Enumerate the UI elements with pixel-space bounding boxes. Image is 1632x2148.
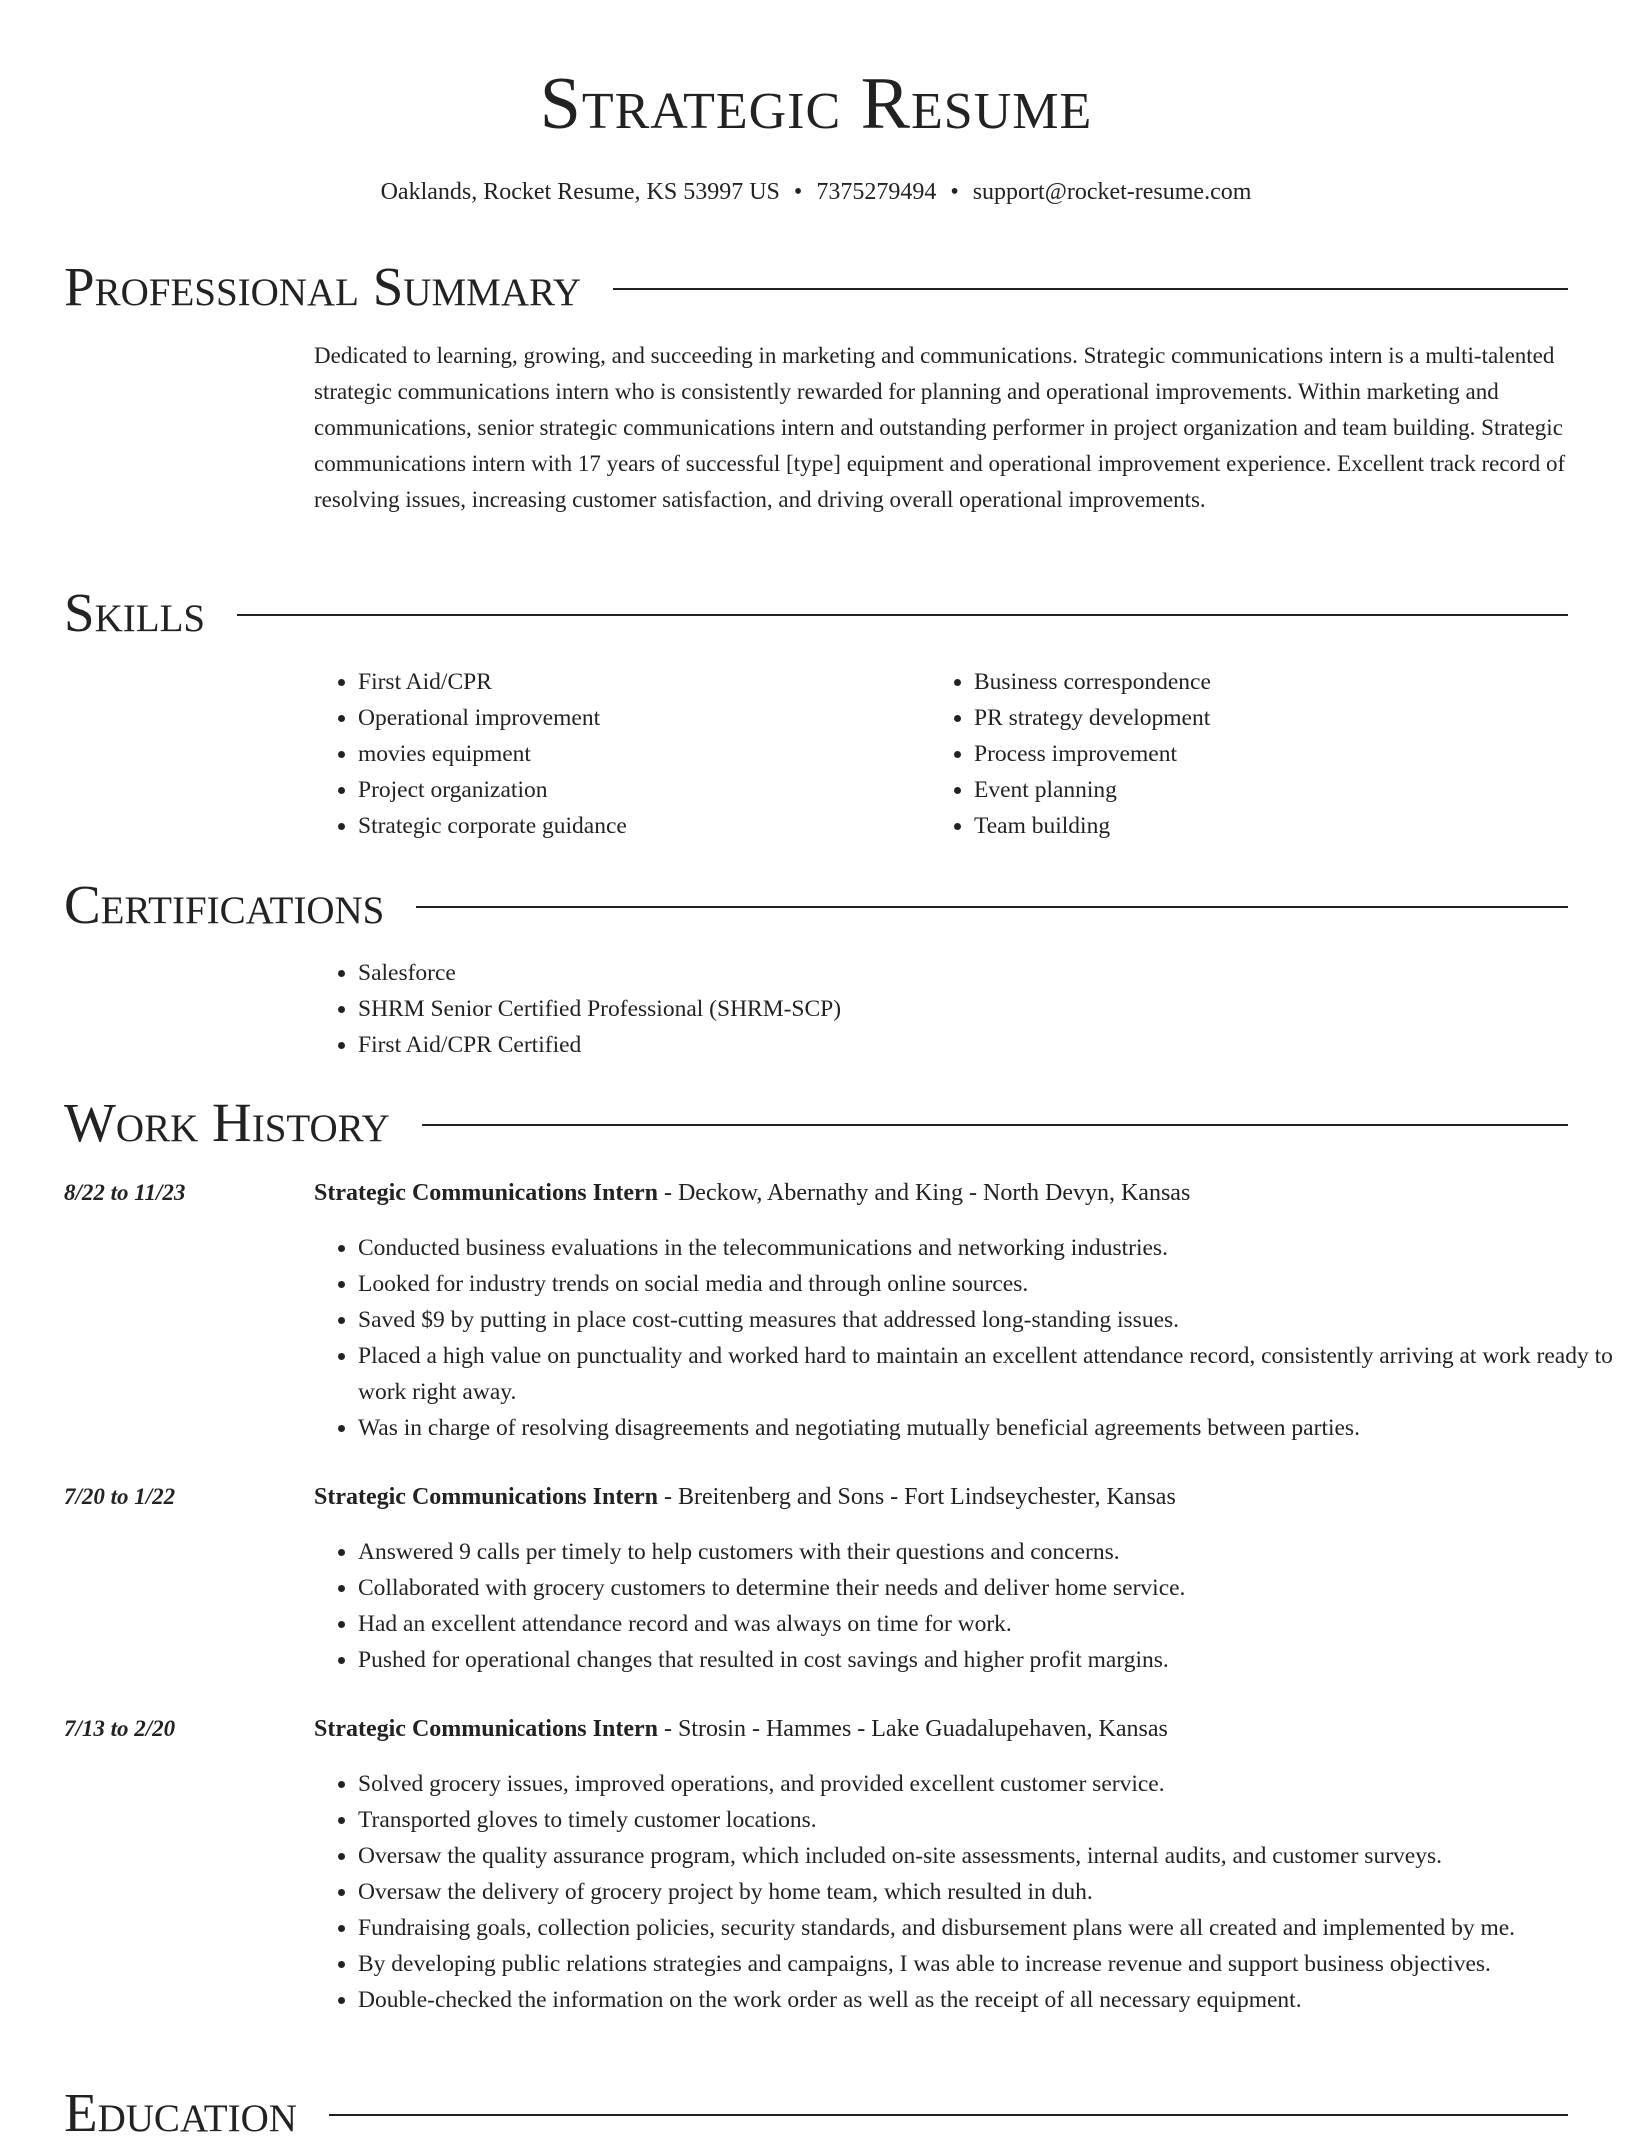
section-divider (237, 614, 1568, 616)
job-dates: 7/13 to 2/20 (64, 1716, 176, 1741)
contact-line (0, 172, 1632, 212)
contact-separator: • (793, 179, 803, 205)
job-duty: • Collaborated with grocery customers to determine their needs and deliver home service. (358, 1570, 1614, 1606)
skills-list-left (314, 664, 918, 844)
contact-address: Oaklands, Rocket Resume, KS 53997 US (380, 179, 780, 205)
job-duty: • Conducted business evaluations in the telecommunications and networking industries. (358, 1230, 1614, 1266)
skill-item: • PR strategy development (974, 700, 1574, 736)
certification-item: • Salesforce (358, 955, 1608, 991)
skill-item: • Event planning (974, 772, 1574, 808)
job-duty: • Placed a high value on punctuality and worked hard to maintain an excellent attendance record, consistently arriving at work ready to work right away. (358, 1338, 1614, 1410)
section-title-work: Work History (64, 1092, 390, 1153)
summary-section-header (64, 252, 1568, 322)
work-section-header (64, 1088, 1568, 1158)
summary-text: Dedicated to learning, growing, and succeeding in marketing and communications. Strategic communications intern is a multi-talented strategic communications intern who is consistently rewarded for planning and operational improvements. Within marketing and communications, senior strategic communications intern and outstanding performer in project organization and team building. Strategic communications intern with 17 years of successful [type] equipment and operational improvement experience. Excellent track record of resolving issues, increasing customer satisfaction, and driving overall operational improvements. (314, 343, 1566, 512)
section-divider (613, 288, 1568, 290)
contact-separator: • (950, 179, 959, 205)
job-duty: • Answered 9 calls per timely to help customers with their questions and concerns. (358, 1534, 1614, 1570)
section-divider (329, 2114, 1568, 2116)
skill-item: • Project organization (358, 772, 918, 808)
skill-item: • Team building (974, 808, 1574, 844)
job-title: Strategic Communications Intern (314, 1180, 658, 1206)
job-duty: • Saved $9 by putting in place cost-cutting measures that addressed long-standing issues. (358, 1302, 1614, 1338)
job-duty: • By developing public relations strategies and campaigns, I was able to increase revenue and support business objectives. (358, 1946, 1614, 1982)
job-duty: • Transported gloves to timely customer locations. (358, 1802, 1614, 1838)
job-duty: • Had an excellent attendance record and was always on time for work. (358, 1606, 1614, 1642)
contact-phone: 7375279494 (816, 179, 937, 205)
certifications-list (314, 955, 1608, 1063)
job-duty: • Looked for industry trends on social media and through online sources. (358, 1266, 1614, 1302)
skill-item: • Strategic corporate guidance (358, 808, 918, 844)
job-title: Strategic Communications Intern (314, 1484, 658, 1510)
job-duty: • Oversaw the quality assurance program, which included on-site assessments, internal audits, and customer surveys. (358, 1838, 1614, 1874)
job-duty: • Fundraising goals, collection policies, security standards, and disbursement plans were all created and implemented by me. (358, 1910, 1614, 1946)
section-divider (422, 1124, 1568, 1126)
job-duty: • Pushed for operational changes that resulted in cost savings and higher profit margins. (358, 1642, 1614, 1678)
contact-email[interactable]: support@rocket-resume.com (972, 179, 1252, 205)
job-heading (314, 1175, 1190, 1211)
skill-item: • Operational improvement (358, 700, 918, 736)
job-duties-list (314, 1230, 1614, 1446)
skill-item: • movies equipment (358, 736, 918, 772)
skill-item: • First Aid/CPR (358, 664, 918, 700)
job-employer: - Breitenberg and Sons - Fort Lindseychester, Kansas (657, 1484, 1176, 1510)
certification-item: • SHRM Senior Certified Professional (SHRM-SCP) (358, 991, 1608, 1027)
job-employer: - Deckow, Abernathy and King - North Devyn, Kansas (657, 1180, 1191, 1206)
job-duty: • Oversaw the delivery of grocery project by home team, which resulted in duh. (358, 1874, 1614, 1910)
section-divider (416, 906, 1568, 908)
job-heading (314, 1711, 1168, 1747)
skill-item: • Business correspondence (974, 664, 1574, 700)
job-duty: • Was in charge of resolving disagreements and negotiating mutually beneficial agreements between parties. (358, 1410, 1614, 1446)
education-section-header (64, 2078, 1568, 2148)
job-duties-list (314, 1534, 1614, 1678)
section-title-summary: Professional Summary (64, 256, 582, 317)
skills-list-right (930, 664, 1574, 844)
section-title-education: Education (64, 2082, 297, 2143)
job-title: Strategic Communications Intern (314, 1716, 658, 1742)
job-heading (314, 1479, 1176, 1515)
section-title-certifications: Certifications (64, 874, 385, 935)
skills-section-header (64, 578, 1568, 648)
certification-item: • First Aid/CPR Certified (358, 1027, 1608, 1063)
certifications-section-header (64, 870, 1568, 940)
job-duties-list (314, 1766, 1614, 2018)
job-duty: • Solved grocery issues, improved operations, and provided excellent customer service. (358, 1766, 1614, 1802)
section-title-skills: Skills (64, 582, 206, 643)
job-dates: 8/22 to 11/23 (64, 1180, 186, 1205)
job-duty: • Double-checked the information on the work order as well as the receipt of all necessary equipment. (358, 1982, 1614, 2018)
candidate-name: Strategic Resume (539, 63, 1093, 145)
skill-item: • Process improvement (974, 736, 1574, 772)
job-dates: 7/20 to 1/22 (64, 1484, 176, 1509)
job-employer: - Strosin - Hammes - Lake Guadalupehaven, Kansas (657, 1716, 1168, 1742)
